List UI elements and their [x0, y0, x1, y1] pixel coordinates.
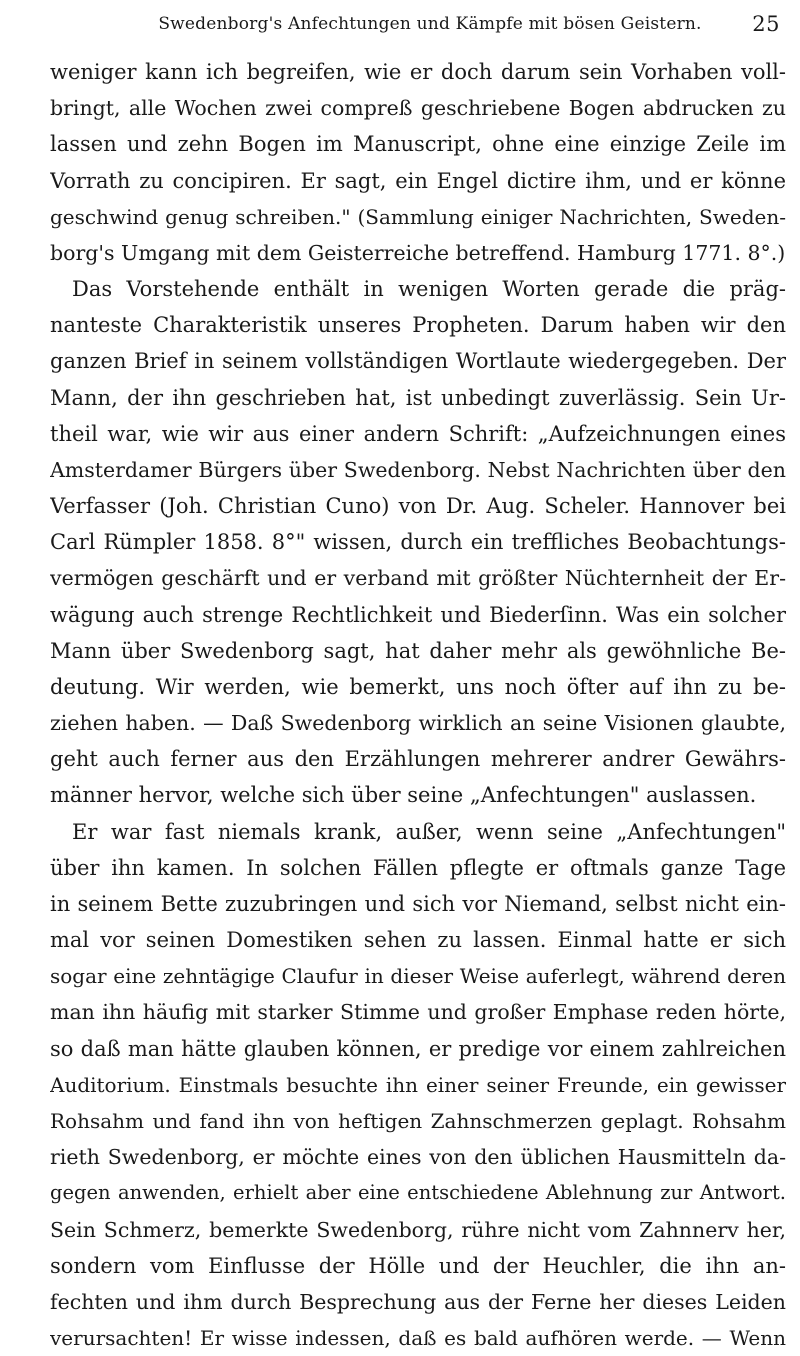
- page-number: 25: [752, 12, 780, 36]
- text-line: vermögen geschärft und er verband mit größter Nüchternheit der Er-: [50, 566, 786, 591]
- running-head: Swedenborg's Anfechtungen und Kämpfe mit bösen Geistern.: [158, 14, 702, 34]
- text-line: Er war fast niemals krank, außer, wenn seine „Anfechtungen": [72, 819, 786, 844]
- text-line: verursachten! Er wisse indessen, daß es bald aufhören werde. — Wenn: [50, 1326, 786, 1351]
- text-line: mal vor seinen Domestiken sehen zu lassen. Einmal hatte er sich: [50, 928, 786, 953]
- body-text: [50, 54, 786, 1356]
- text-line: in seinem Bette zuzubringen und sich vor Niemand, selbst nicht ein-: [50, 891, 786, 916]
- text-line: bringt, alle Wochen zwei compreß geschriebene Bogen abdrucken zu: [50, 96, 786, 121]
- text-line: Mann, der ihn geschrieben hat, ist unbedingt zuverlässig. Sein Ur-: [50, 385, 786, 410]
- text-line: Carl Rümpler 1858. 8°" wissen, durch ein treffliches Beobachtungs-: [50, 530, 786, 555]
- text-line: Das Vorstehende enthält in wenigen Worten gerade die präg-: [72, 277, 786, 302]
- page-header: [50, 12, 780, 42]
- text-line: Mann über Swedenborg sagt, hat daher mehr als gewöhnliche Be-: [50, 638, 786, 663]
- text-line: rieth Swedenborg, er möchte eines von den üblichen Hausmitteln da-: [50, 1145, 786, 1170]
- text-line: Vorrath zu concipiren. Er sagt, ein Engel dictire ihm, und er könne: [50, 168, 786, 193]
- text-line: nanteste Charakteristik unseres Propheten. Darum haben wir den: [50, 313, 786, 338]
- text-line: deutung. Wir werden, wie bemerkt, uns noch öfter auf ihn zu be-: [50, 674, 786, 699]
- text-line: sondern vom Einflusse der Hölle und der Heuchler, die ihn an-: [50, 1253, 786, 1278]
- text-line: theil war, wie wir aus einer andern Schrift: „Aufzeichnungen eines: [50, 421, 786, 446]
- text-line: so daß man hätte glauben können, er predige vor einem zahlreichen: [50, 1036, 786, 1061]
- text-line: ziehen haben. — Daß Swedenborg wirklich an seine Visionen glaubte,: [50, 711, 786, 736]
- text-line: sogar eine zehntägige Claufur in dieser Weise auferlegt, während deren: [50, 964, 786, 989]
- text-line: borg's Umgang mit dem Geisterreiche betreffend. Hamburg 1771. 8°.): [50, 240, 786, 265]
- text-line: ganzen Brief in seinem vollständigen Wortlaute wiedergegeben. Der: [50, 349, 786, 374]
- text-line: über ihn kamen. In solchen Fällen pflegte er oftmals ganze Tage: [50, 855, 786, 880]
- text-line: geht auch ferner aus den Erzählungen mehrerer andrer Gewährs-: [50, 747, 786, 772]
- text-line: männer hervor, welche sich über seine „Anfechtungen" auslassen.: [50, 783, 757, 808]
- text-line: wägung auch strenge Rechtlichkeit und Biederſinn. Was ein solcher: [50, 602, 786, 627]
- text-line: Verfasser (Joh. Christian Cuno) von Dr. Aug. Scheler. Hannover bei: [50, 494, 786, 519]
- text-line: Sein Schmerz, bemerkte Swedenborg, rühre nicht vom Zahnnerv her,: [50, 1217, 786, 1242]
- text-line: Auditorium. Einstmals besuchte ihn einer seiner Freunde, ein gewisser: [50, 1072, 786, 1097]
- text-line: fechten und ihm durch Besprechung aus der Ferne her dieses Leiden: [50, 1289, 786, 1314]
- text-line: Rohsahm und fand ihn von heftigen Zahnschmerzen geplagt. Rohsahm: [50, 1108, 786, 1133]
- text-line: lassen und zehn Bogen im Manuscript, ohne eine einzige Zeile im: [50, 132, 786, 157]
- text-line: weniger kann ich begreifen, wie er doch darum sein Vorhaben voll-: [50, 60, 786, 84]
- text-line: man ihn häufig mit starker Stimme und großer Emphase reden hörte,: [50, 1000, 786, 1025]
- text-line: gegen anwenden, erhielt aber eine entschiedene Ablehnung zur Antwort.: [50, 1181, 786, 1205]
- text-line: geschwind genug schreiben." (Sammlung einiger Nachrichten, Sweden-: [50, 204, 786, 229]
- text-line: Amsterdamer Bürgers über Swedenborg. Nebst Nachrichten über den: [50, 457, 786, 482]
